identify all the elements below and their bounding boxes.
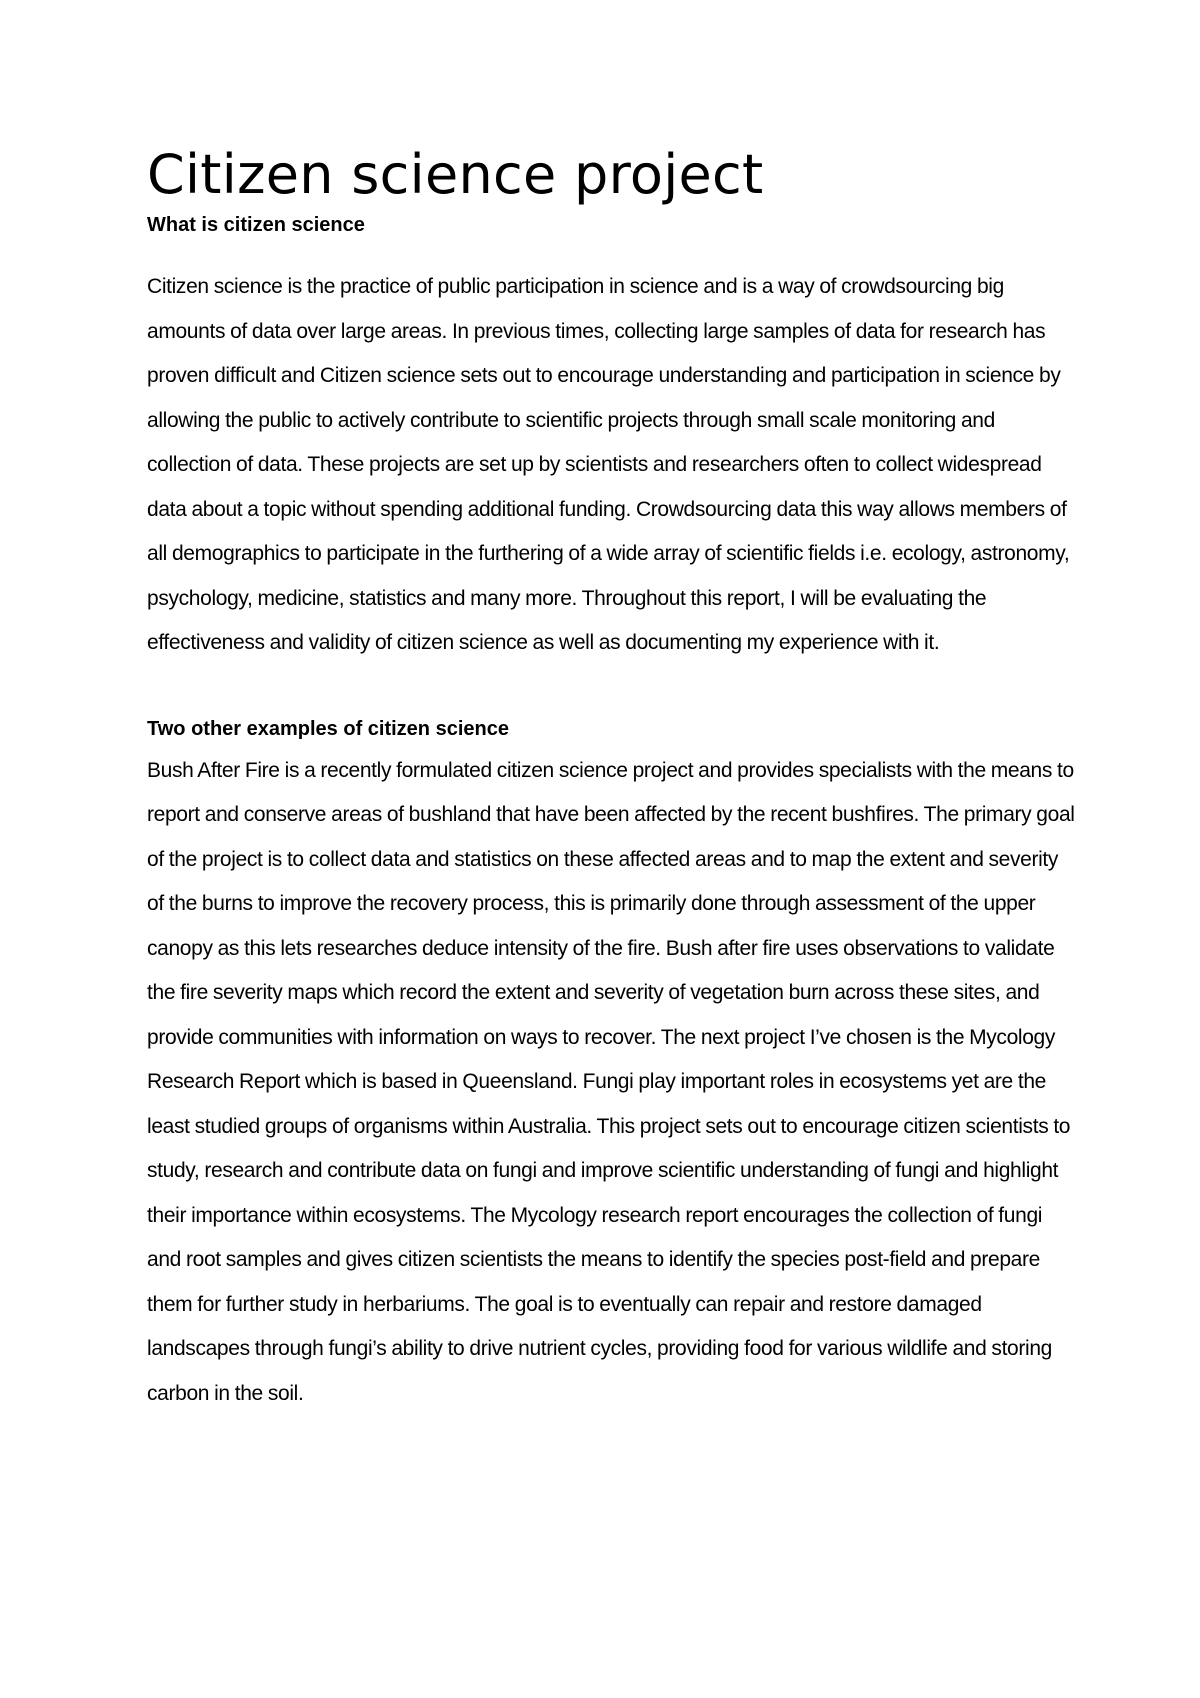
- section-body-two-other-examples: Bush After Fire is a recently formulated citizen science project and provides specialists with the means to report and conserve areas of bushland that have been affected by the recent bushfires. The primary goal of the project is to collect data and statistics on these affected areas and to map the extent and severity of the burns to improve the recovery process, this is primarily done through assessment of the upper canopy as this lets researches deduce intensity of the fire. Bush after fire uses observations to validate the fire severity maps which record the extent and severity of vegetation burn across these sites, and provide communities with information on ways to recover. The next project I’ve chosen is the Mycology Research Report which is based in Queensland. Fungi play important roles in ecosystems yet are the least studied groups of organisms within Australia. This project sets out to encourage citizen scientists to study, research and contribute data on fungi and improve scientific understanding of fungi and highlight their importance within ecosystems. The Mycology research report encourages the collection of fungi and root samples and gives citizen scientists the means to identify the species post-field and prepare them for further study in herbariums. The goal is to eventually can repair and restore damaged landscapes through fungi’s ability to drive nutrient cycles, providing food for various wildlife and storing carbon in the soil.: [147, 758, 1075, 1405]
- section-heading-what-is-citizen-science: What is citizen science: [147, 214, 365, 236]
- section-body-what-is-citizen-science: Citizen science is the practice of public participation in science and is a way of crowdsourcing big amounts of data over large areas. In previous times, collecting large samples of data for research has proven difficult and Citizen science sets out to encourage understanding and participation in science by allowing the public to actively contribute to scientific projects through small scale monitoring and collection of data. These projects are set up by scientists and researchers often to collect widespread data about a topic without spending additional funding. Crowdsourcing data this way allows members of all demographics to participate in the furthering of a wide array of scientific fields i.e. ecology, astronomy, psychology, medicine, statistics and many more. Throughout this report, I will be evaluating the effectiveness and validity of citizen science as well as documenting my experience with it.: [147, 275, 1070, 654]
- document-title: Citizen science project: [147, 143, 764, 206]
- section-heading-two-other-examples: Two other examples of citizen science: [147, 717, 509, 740]
- document-page: [147, 140, 1077, 1416]
